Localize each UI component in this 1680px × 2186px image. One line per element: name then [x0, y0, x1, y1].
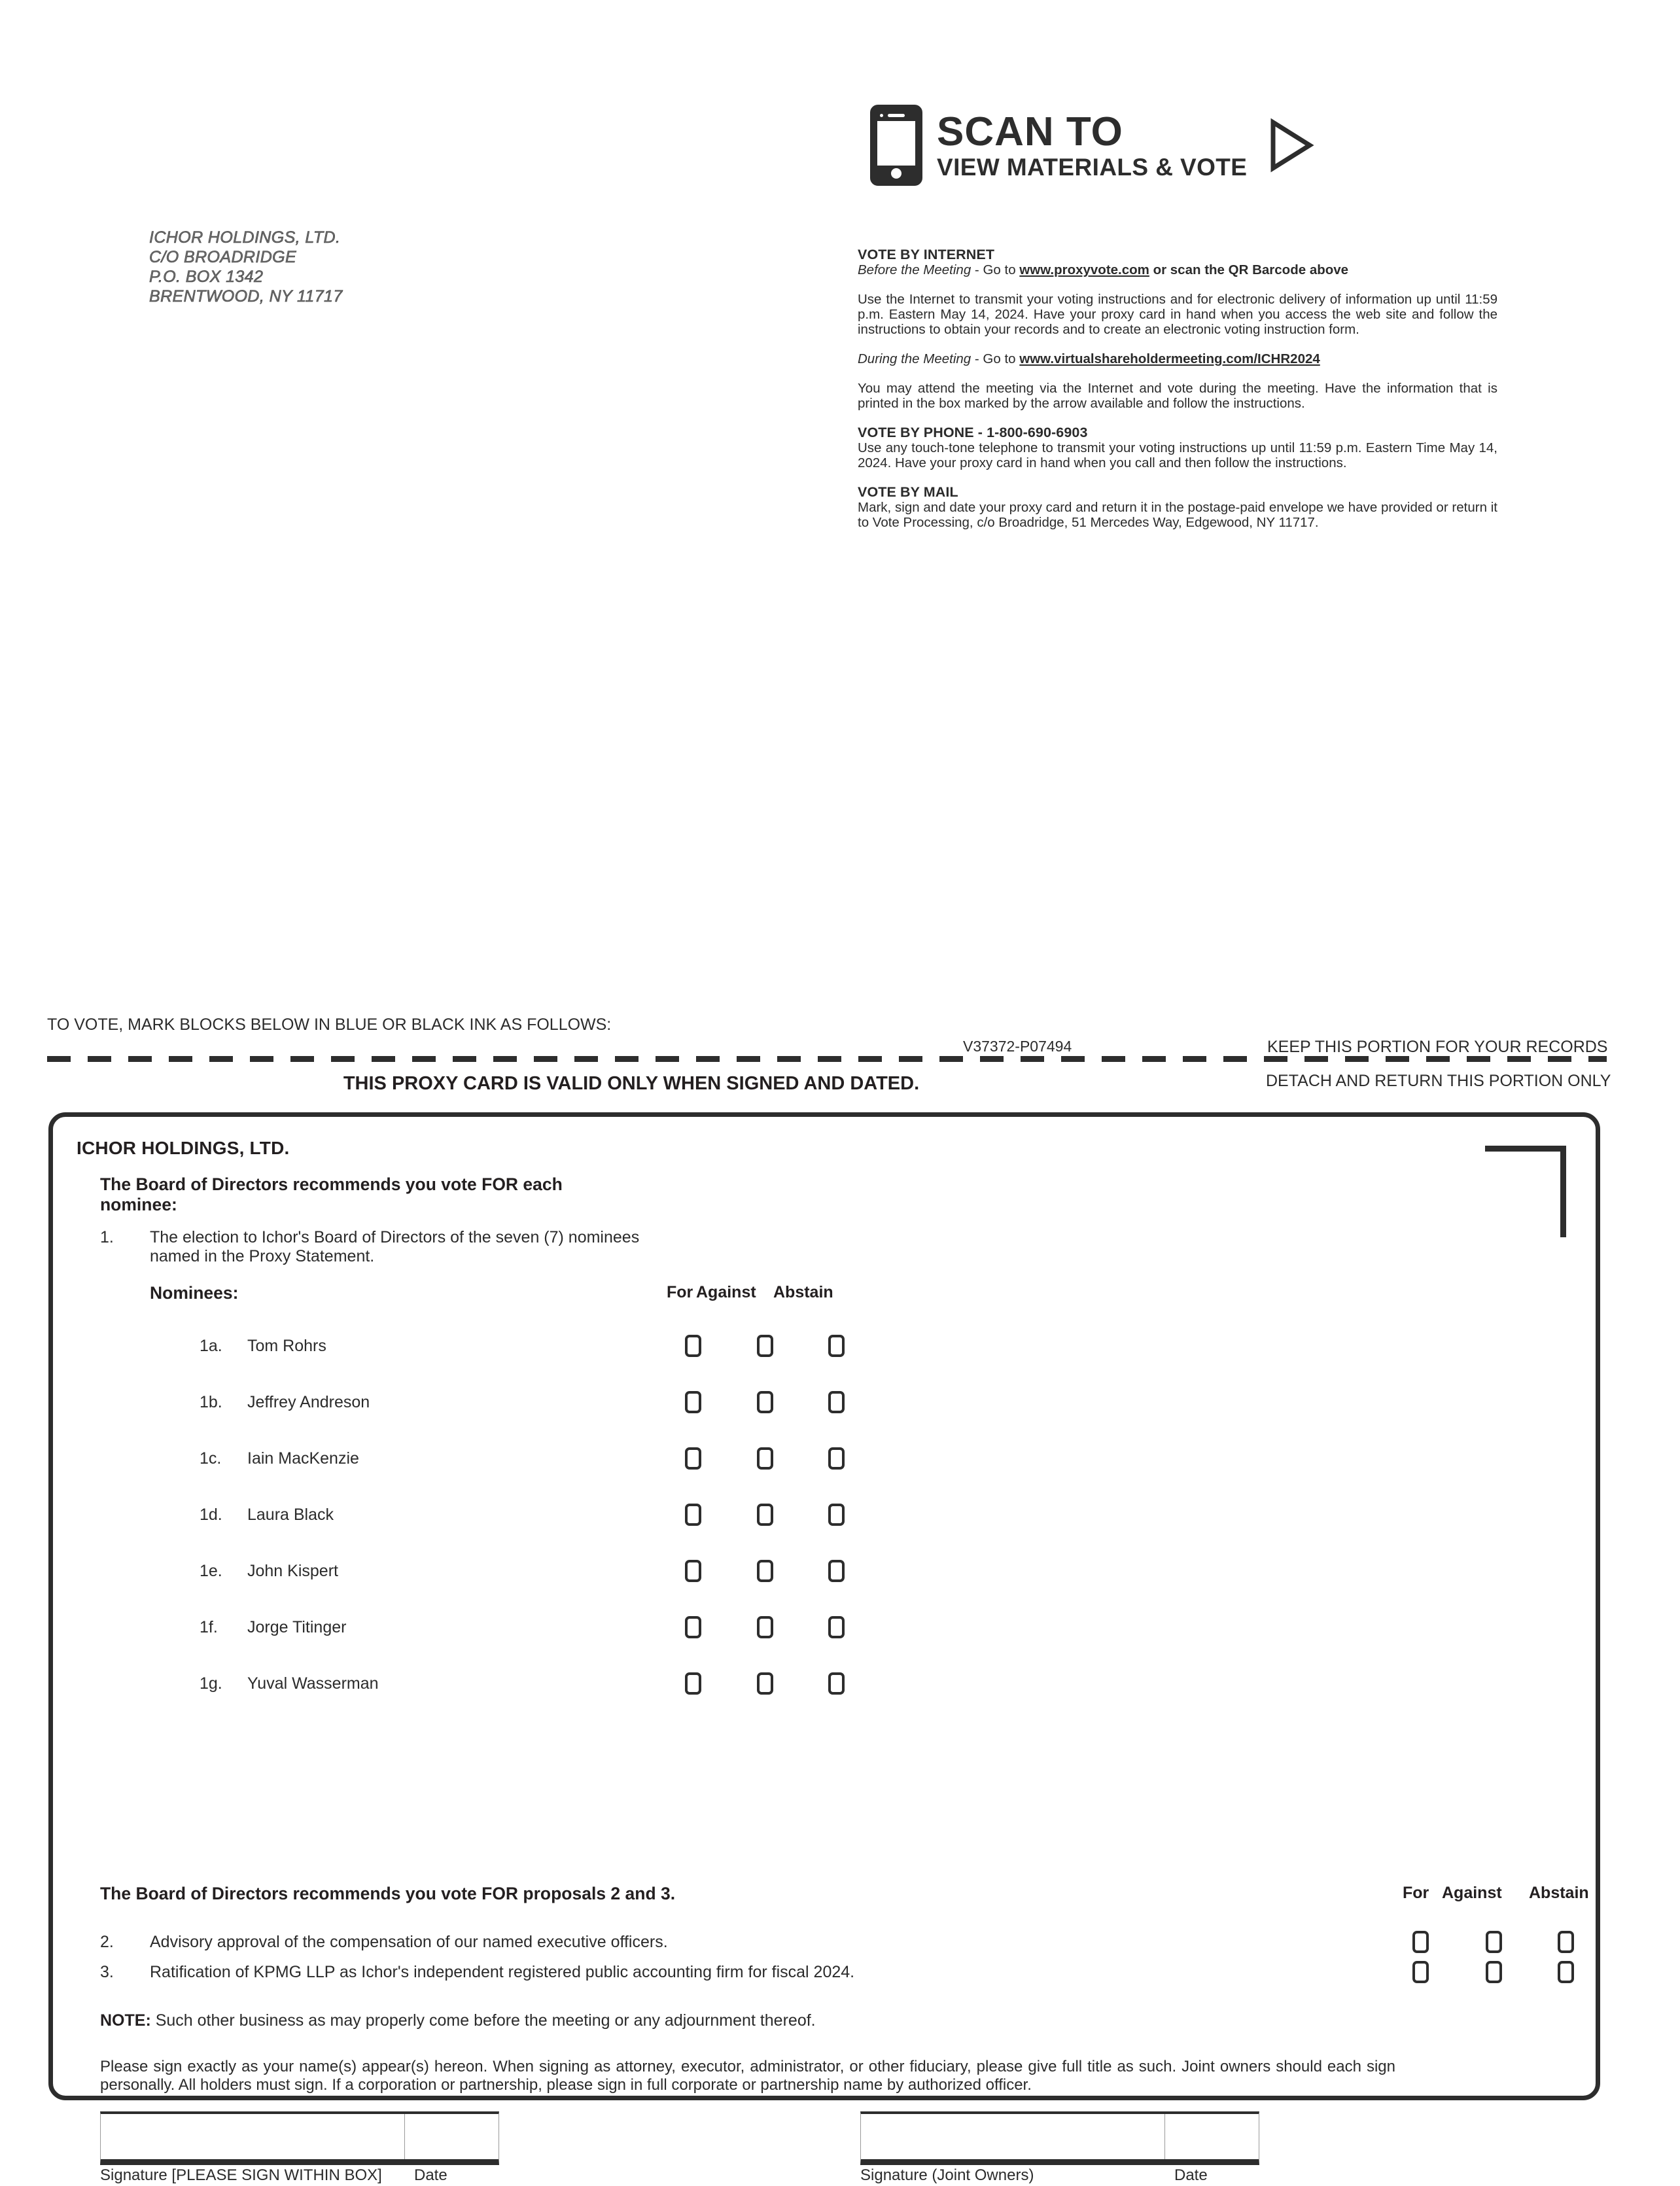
proposal-2-for-checkbox[interactable] — [1412, 1931, 1429, 1953]
nominee-label: 1b. — [200, 1393, 222, 1411]
proposal-row — [53, 1933, 1596, 1959]
vote-by-mail-heading: VOTE BY MAIL — [858, 484, 958, 500]
proxy-card-body — [48, 1112, 1600, 2184]
address-line-2: C/O BROADRIDGE — [149, 248, 297, 266]
nominee-1f-against-checkbox[interactable] — [757, 1616, 773, 1638]
detach-return-label: DETACH AND RETURN THIS PORTION ONLY — [1266, 1072, 1611, 1090]
before-meeting-prefix: - Go to — [971, 262, 1020, 277]
nominee-1g-abstain-checkbox[interactable] — [828, 1672, 845, 1695]
nominee-1f-for-checkbox[interactable] — [685, 1616, 701, 1638]
proposal-column-header-abstain: Abstain — [1529, 1884, 1589, 1902]
column-header-for: For — [667, 1283, 693, 1301]
note-line — [100, 2011, 816, 2030]
nominee-row — [53, 1449, 1596, 1475]
vote-by-phone-heading: VOTE BY PHONE - 1-800-690-6903 — [858, 425, 1088, 440]
note-text: Such other business as may properly come before the meeting or any adjournment thereof. — [150, 2011, 816, 2030]
proxyvote-link[interactable]: www.proxyvote.com — [1019, 262, 1149, 277]
signature-labels-primary — [100, 2166, 499, 2186]
nominee-1d-against-checkbox[interactable] — [757, 1504, 773, 1526]
address-line-4: BRENTWOOD, NY 11717 — [149, 287, 343, 306]
scan-banner-text — [937, 109, 1248, 181]
proposal-3-against-checkbox[interactable] — [1486, 1961, 1502, 1983]
nominee-name: Tom Rohrs — [247, 1337, 326, 1355]
vote-by-internet-heading: VOTE BY INTERNET — [858, 247, 995, 262]
during-meeting-prefix: - Go to — [971, 351, 1020, 366]
nominee-label: 1c. — [200, 1449, 222, 1468]
nominee-1c-abstain-checkbox[interactable] — [828, 1447, 845, 1470]
column-header-abstain: Abstain — [773, 1283, 833, 1301]
mark-blocks-instruction: TO VOTE, MARK BLOCKS BELOW IN BLUE OR BLACK INK AS FOLLOWS: — [47, 1015, 612, 1034]
proposal-3-text: Ratification of KPMG LLP as Ichor's independent registered public accounting firm for fiscal 2024. — [150, 1963, 855, 1981]
signature-label-primary: Signature [PLEASE SIGN WITHIN BOX] — [100, 2166, 382, 2184]
proposal-2-text: Advisory approval of the compensation of our named executive officers. — [150, 1933, 668, 1951]
board-recommendation-proposals: The Board of Directors recommends you vote FOR proposals 2 and 3. — [100, 1884, 676, 1903]
nominee-1d-for-checkbox[interactable] — [685, 1504, 701, 1526]
date-input-joint[interactable] — [1165, 2114, 1259, 2159]
nominee-1f-abstain-checkbox[interactable] — [828, 1616, 845, 1638]
signature-area-joint — [860, 2111, 1259, 2183]
address-line-3: P.O. BOX 1342 — [149, 268, 264, 286]
before-meeting-label: Before the Meeting — [858, 262, 971, 277]
nominee-1a-abstain-checkbox[interactable] — [828, 1335, 845, 1357]
signature-box-joint — [860, 2111, 1259, 2165]
nominee-1a-for-checkbox[interactable] — [685, 1335, 701, 1357]
signature-area-primary — [100, 2111, 499, 2183]
signature-input-primary[interactable] — [101, 2114, 405, 2159]
nominee-1g-for-checkbox[interactable] — [685, 1672, 701, 1695]
nominee-1d-abstain-checkbox[interactable] — [828, 1504, 845, 1526]
nominee-row — [53, 1562, 1596, 1588]
nominee-1a-against-checkbox[interactable] — [757, 1335, 773, 1357]
proposal-3-for-checkbox[interactable] — [1412, 1961, 1429, 1983]
nominee-1b-abstain-checkbox[interactable] — [828, 1391, 845, 1413]
note-label: NOTE: — [100, 2011, 151, 2030]
scan-banner-line1: SCAN TO — [937, 109, 1123, 154]
proposal-2-abstain-checkbox[interactable] — [1558, 1931, 1574, 1953]
card-company-name: ICHOR HOLDINGS, LTD. — [77, 1138, 290, 1158]
signature-instructions: Please sign exactly as your name(s) appear(s) hereon. When signing as attorney, executor, administrator, or other fiduciary, please give full title as such. Joint owners should each sign personally. All holders must sign. If a corporation or partnership, please sign in full corporate or partnership name by authorized officer. — [100, 2058, 1395, 2094]
proxy-card-validity-notice: THIS PROXY CARD IS VALID ONLY WHEN SIGNED AND DATED. — [343, 1073, 920, 1094]
signature-labels-joint — [860, 2166, 1259, 2186]
nominees-heading: Nominees: — [150, 1283, 239, 1303]
during-meeting-label: During the Meeting — [858, 351, 971, 366]
nominee-row — [53, 1337, 1596, 1363]
nominee-1c-against-checkbox[interactable] — [757, 1447, 773, 1470]
proposal-1-number: 1. — [100, 1228, 114, 1246]
nominee-label: 1g. — [200, 1674, 222, 1693]
proposal-1-text: The election to Ichor's Board of Directors of the seven (7) nominees named in the Proxy Statement. — [150, 1228, 640, 1265]
proposal-1 — [100, 1228, 643, 1266]
scan-to-vote-banner — [870, 105, 1312, 186]
nominee-name: Yuval Wasserman — [247, 1674, 379, 1693]
nominee-1e-abstain-checkbox[interactable] — [828, 1560, 845, 1582]
proposal-column-header-for: For — [1403, 1884, 1429, 1902]
control-number: V37372-P07494 — [963, 1038, 1072, 1055]
signature-input-joint[interactable] — [861, 2114, 1165, 2159]
nominee-1b-for-checkbox[interactable] — [685, 1391, 701, 1413]
internet-body-text: Use the Internet to transmit your voting instructions and for electronic delivery of information up until 11:59 p.m. Eastern May 14, 2024. Have your proxy card in hand when you access the web site and follow the instructions to obtain your records and to create an electronic voting instruction form. — [858, 292, 1497, 337]
date-label-joint: Date — [1174, 2166, 1208, 2184]
nominee-name: Jorge Titinger — [247, 1618, 347, 1636]
phone-body-text: Use any touch-tone telephone to transmit your voting instructions up until 11:59 p.m. Eastern Time May 14, 2024. Have your proxy card in hand when you call and then follow the instructions. — [858, 440, 1497, 470]
keep-portion-label: KEEP THIS PORTION FOR YOUR RECORDS — [1267, 1038, 1608, 1056]
nominee-1g-against-checkbox[interactable] — [757, 1672, 773, 1695]
proposal-row — [53, 1963, 1596, 1989]
nominee-row — [53, 1674, 1596, 1701]
nominee-label: 1d. — [200, 1506, 222, 1524]
smartphone-icon — [870, 105, 922, 186]
nominee-1e-against-checkbox[interactable] — [757, 1560, 773, 1582]
proposal-column-header-against: Against — [1442, 1884, 1502, 1902]
scan-banner-line2: VIEW MATERIALS & VOTE — [937, 153, 1248, 181]
nominee-row — [53, 1506, 1596, 1532]
nominee-name: Laura Black — [247, 1506, 334, 1524]
nominee-name: Jeffrey Andreson — [247, 1393, 370, 1411]
control-number-corner-marker — [1485, 1146, 1566, 1237]
nominee-label: 1f. — [200, 1618, 218, 1636]
vote-before-meeting-line — [858, 262, 1497, 277]
before-meeting-suffix: or scan the QR Barcode above — [1149, 262, 1349, 277]
mail-body-text: Mark, sign and date your proxy card and return it in the postage-paid envelope we have provided or return it to Vote Processing, c/o Broadridge, 51 Mercedes Way, Edgewood, NY 11717. — [858, 500, 1497, 530]
signature-label-joint: Signature (Joint Owners) — [860, 2166, 1034, 2184]
nominee-row — [53, 1393, 1596, 1419]
vote-during-meeting-line — [858, 351, 1497, 366]
proposal-3-abstain-checkbox[interactable] — [1558, 1961, 1574, 1983]
nominee-1b-against-checkbox[interactable] — [757, 1391, 773, 1413]
nominee-label: 1a. — [200, 1337, 222, 1355]
board-recommendation-nominees: The Board of Directors recommends you vote FOR each nominee: — [100, 1174, 563, 1214]
nominee-row — [53, 1618, 1596, 1644]
mailing-address-block — [149, 228, 343, 306]
signature-box-primary — [100, 2111, 499, 2165]
column-header-against: Against — [696, 1283, 756, 1301]
virtual-meeting-link[interactable]: www.virtualshareholdermeeting.com/ICHR2024 — [1019, 351, 1320, 366]
proposal-2-number: 2. — [100, 1933, 114, 1951]
nominee-label: 1e. — [200, 1562, 222, 1580]
proposal-2-against-checkbox[interactable] — [1486, 1931, 1502, 1953]
play-triangle-icon — [1270, 120, 1312, 171]
date-input-primary[interactable] — [405, 2114, 499, 2159]
voting-instructions — [858, 247, 1497, 530]
nominee-name: John Kispert — [247, 1562, 338, 1580]
perforation-dashed-line — [47, 1056, 1607, 1062]
proposal-3-number: 3. — [100, 1963, 114, 1981]
nominee-1e-for-checkbox[interactable] — [685, 1560, 701, 1582]
nominee-name: Iain MacKenzie — [247, 1449, 359, 1468]
nominee-1c-for-checkbox[interactable] — [685, 1447, 701, 1470]
during-meeting-body: You may attend the meeting via the Internet and vote during the meeting. Have the information that is printed in the box marked by the arrow available and follow the instructions. — [858, 381, 1497, 411]
address-line-1: ICHOR HOLDINGS, LTD. — [149, 228, 341, 247]
date-label-primary: Date — [414, 2166, 447, 2184]
